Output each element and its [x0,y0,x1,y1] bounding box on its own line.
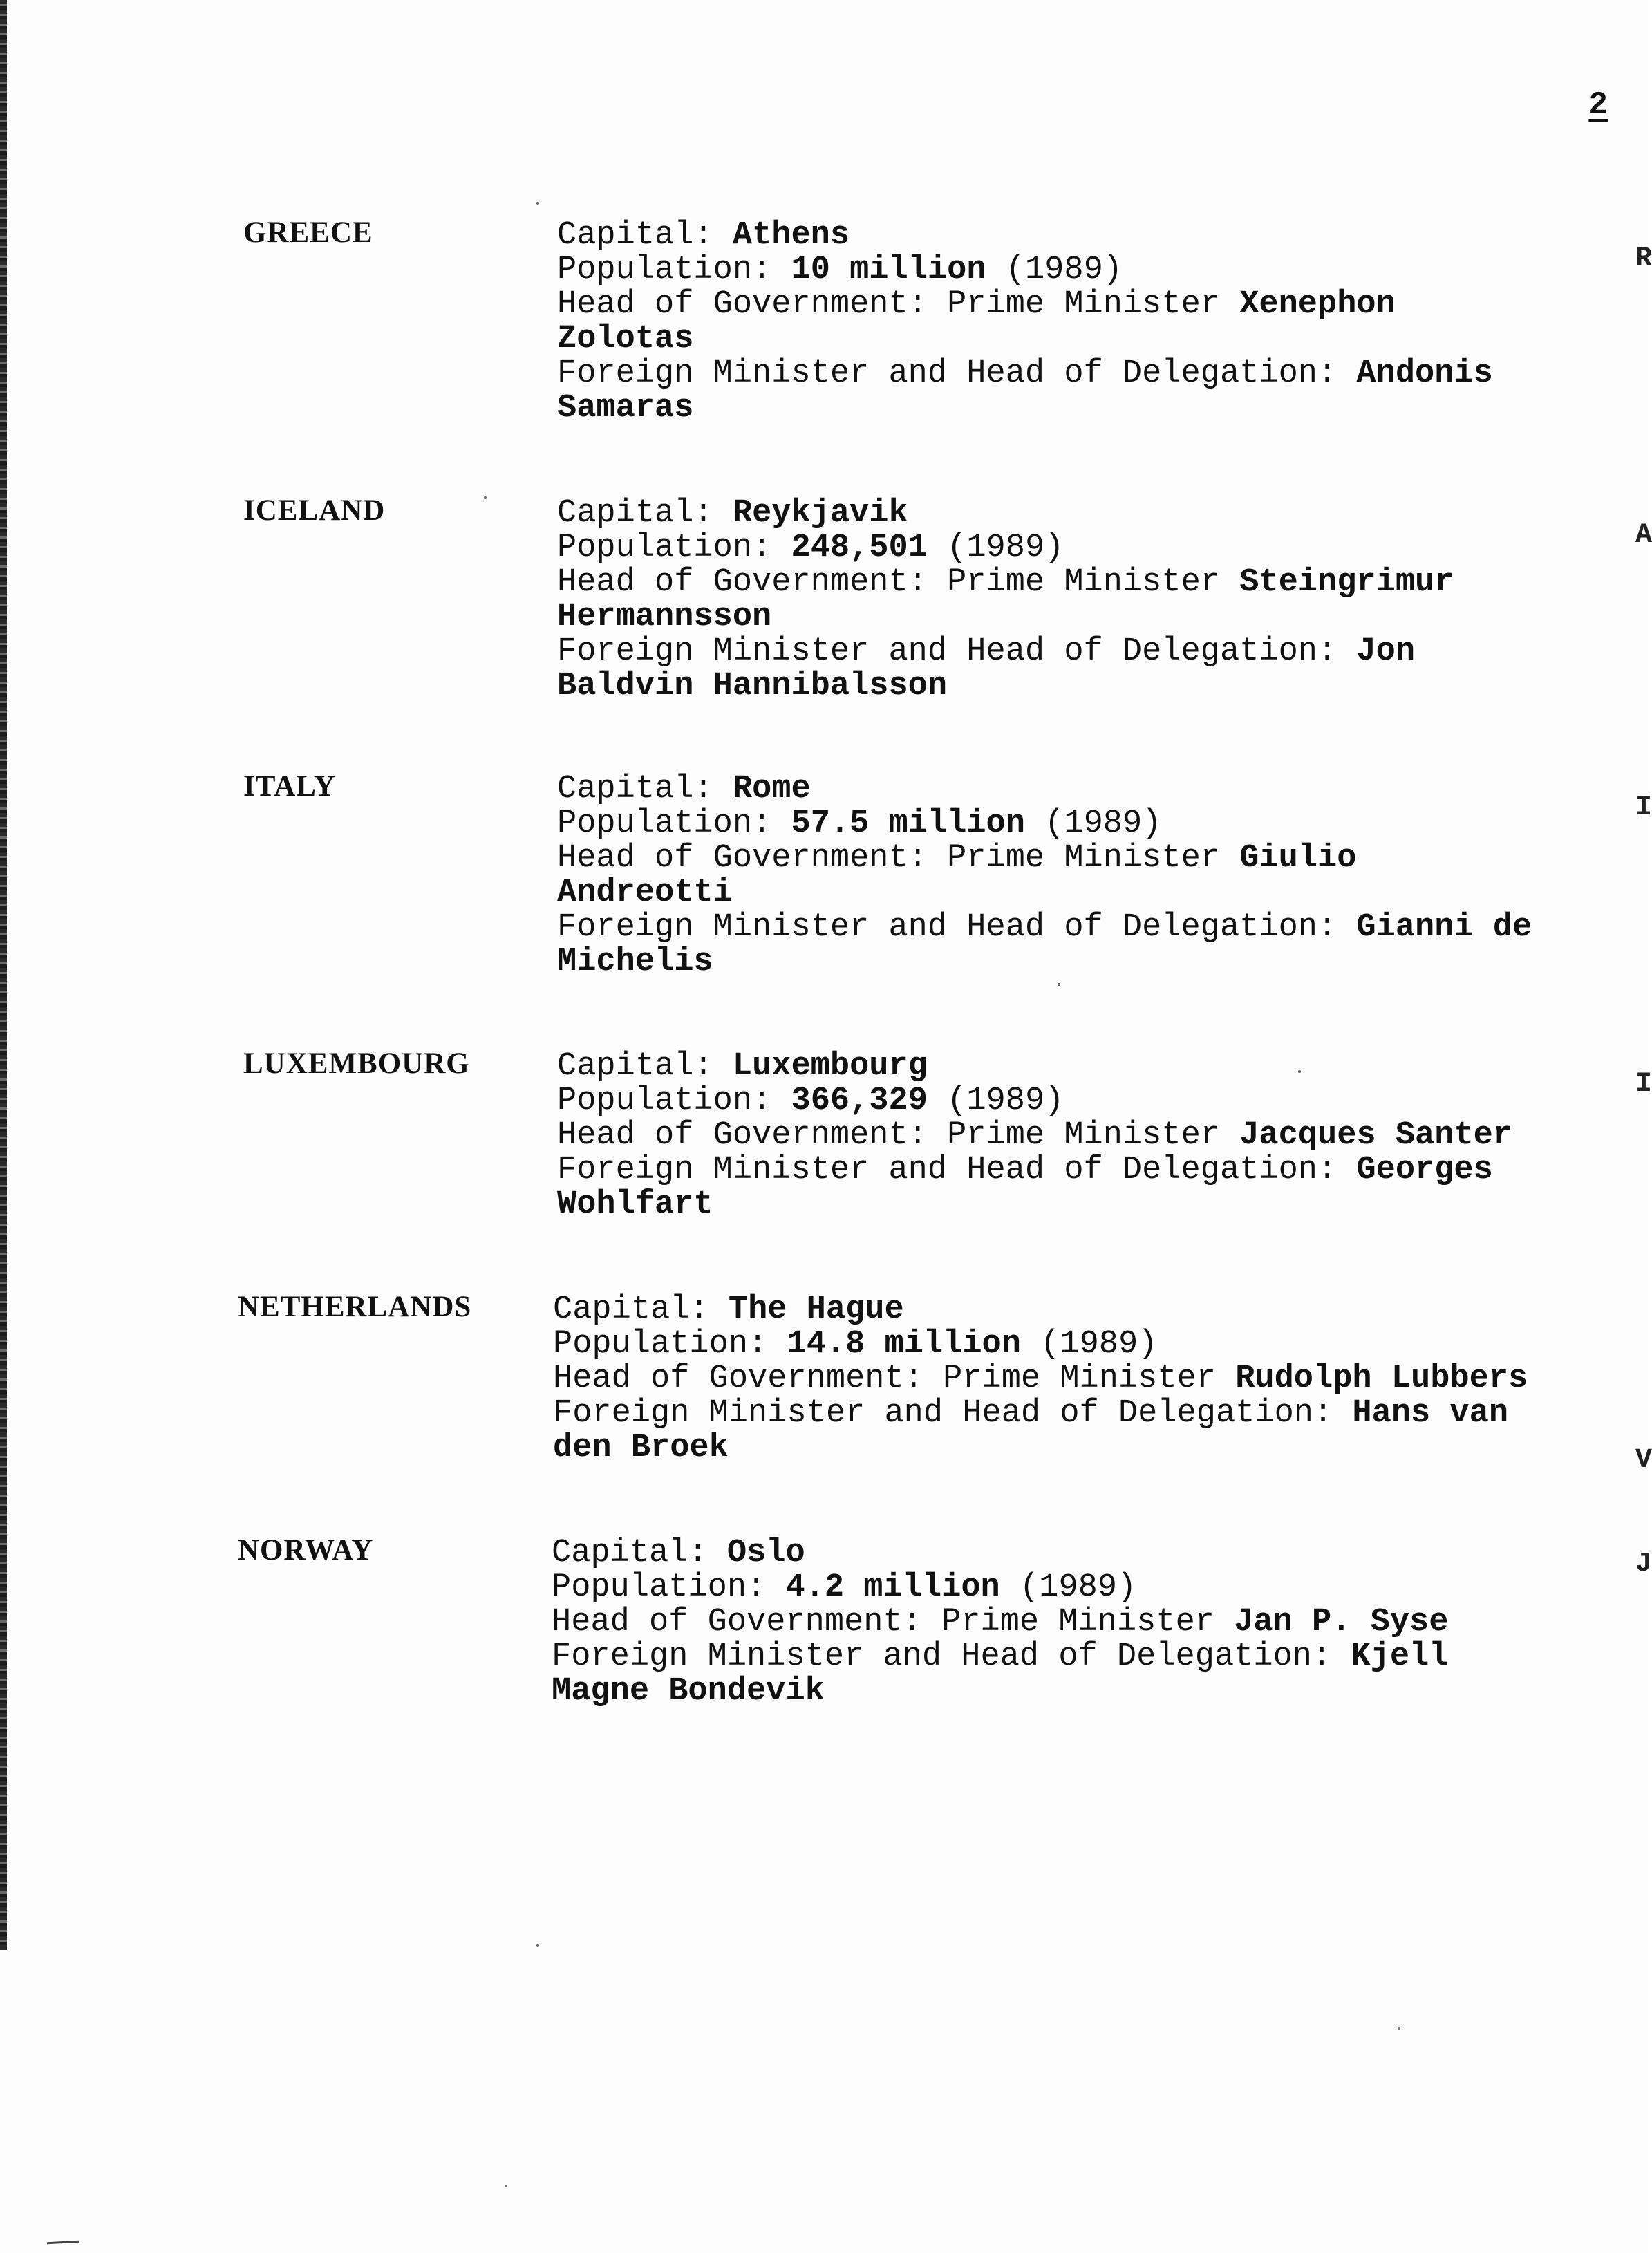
fm-name-continued [557,669,1608,704]
hog-name: Rudolph Lubbers [1235,1361,1528,1397]
head-of-government-line [557,288,1608,322]
capital-label: Capital: [557,495,713,532]
capital-line [557,496,1608,531]
margin-fragment: R [1635,243,1652,274]
hog-name-2: Zolotas [557,321,694,357]
hog-title: Prime Minister [941,1604,1235,1640]
hog-name: Steingrimur [1239,564,1454,601]
country-name: ICELAND [243,494,386,527]
fm-name-2: Samaras [557,390,694,427]
country-details [557,1049,1608,1222]
country-details [552,1536,1602,1709]
hog-name-continued [557,600,1608,635]
capital-value: Athens [732,217,850,254]
population-label: Population: [557,530,772,566]
head-of-government-line [552,1605,1602,1640]
fm-name: Georges [1356,1152,1493,1188]
population-line [557,531,1608,565]
capital-line [553,1293,1604,1327]
fm-name-2: Magne Bondevik [552,1673,825,1710]
margin-fragment: I [1635,1069,1652,1100]
country-name: LUXEMBOURG [243,1047,470,1080]
fm-name-2: Baldvin Hannibalsson [557,668,948,704]
head-of-government-line [553,1362,1604,1396]
population-label: Population: [557,1083,772,1119]
population-line [553,1327,1604,1362]
scan-speck [1298,1070,1301,1073]
population-value: 14.8 million [787,1326,1021,1363]
population-value: 4.2 million [785,1569,1000,1606]
fm-name: Andonis [1356,355,1493,392]
hog-title: Prime Minister [947,840,1240,877]
capital-value: The Hague [728,1291,904,1328]
foreign-minister-line [557,357,1608,391]
hog-label: Head of Government: [557,286,928,323]
margin-fragment: A [1635,520,1652,551]
foreign-minister-line [553,1396,1604,1431]
hog-title: Prime Minister [947,564,1240,601]
hog-name-continued [557,322,1608,357]
hog-name: Jacques Santer [1239,1117,1513,1154]
capital-label: Capital: [552,1535,708,1571]
scan-speck [1058,983,1060,986]
hog-label: Head of Government: [557,564,928,601]
scan-mark [47,2241,79,2244]
population-line [557,1084,1608,1119]
capital-label: Capital: [557,771,713,807]
foreign-minister-line [552,1640,1602,1674]
fm-label: Foreign Minister and Head of Delegation: [557,633,1337,670]
country-details [553,1293,1604,1466]
hog-title: Prime Minister [943,1361,1236,1397]
head-of-government-line [557,841,1608,876]
scan-speck [505,2185,507,2187]
foreign-minister-line [557,635,1608,669]
hog-title: Prime Minister [947,286,1240,323]
fm-name-continued [557,945,1608,980]
hog-label: Head of Government: [553,1361,923,1397]
population-line [557,807,1608,841]
scan-speck [484,496,487,499]
fm-name-continued [557,391,1608,426]
head-of-government-line [557,565,1608,600]
capital-line [557,772,1608,807]
capital-value: Luxembourg [732,1048,928,1085]
hog-name: Jan P. Syse [1234,1604,1449,1640]
population-year: (1989) [1044,805,1162,842]
fm-label: Foreign Minister and Head of Delegation: [557,355,1337,392]
fm-label: Foreign Minister and Head of Delegation: [553,1395,1333,1432]
capital-line [557,1049,1608,1084]
head-of-government-line [557,1119,1608,1153]
fm-name: Kjell [1351,1638,1449,1675]
population-year: (1989) [947,1083,1064,1119]
population-year: (1989) [947,530,1064,566]
margin-fragment: I [1635,792,1652,823]
fm-name: Gianni de [1356,909,1532,946]
capital-label: Capital: [557,1048,713,1085]
hog-name-continued [557,876,1608,910]
population-value: 57.5 million [791,805,1025,842]
scan-edge [0,0,7,1950]
population-year: (1989) [1040,1326,1158,1363]
population-value: 10 million [791,252,986,288]
hog-name-2: Hermannsson [557,599,772,635]
capital-label: Capital: [553,1291,709,1328]
fm-name-2: den Broek [553,1430,729,1466]
capital-value: Reykjavik [732,495,908,532]
margin-fragment: J [1635,1549,1652,1580]
country-details [557,772,1608,980]
country-details [557,218,1608,426]
fm-name-2: Michelis [557,944,713,980]
hog-name: Giulio [1239,840,1357,877]
population-line [552,1571,1602,1605]
country-name: NETHERLANDS [238,1291,472,1323]
population-label: Population: [557,252,772,288]
population-year: (1989) [1005,252,1123,288]
population-value: 248,501 [791,530,928,566]
page-number: 2 [1588,87,1608,123]
scan-speck [1398,2027,1400,2030]
fm-name: Hans van [1352,1395,1509,1432]
foreign-minister-line [557,910,1608,945]
country-name: GREECE [243,216,373,249]
fm-name-2: Wohlfart [557,1186,713,1223]
population-label: Population: [553,1326,768,1363]
population-line [557,253,1608,288]
population-label: Population: [557,805,772,842]
capital-line [552,1536,1602,1571]
population-label: Population: [552,1569,767,1606]
capital-value: Rome [732,771,811,807]
country-details [557,496,1608,704]
capital-value: Oslo [726,1535,805,1571]
hog-label: Head of Government: [552,1604,922,1640]
capital-line [557,218,1608,253]
population-value: 366,329 [791,1083,928,1119]
population-year: (1989) [1019,1569,1137,1606]
fm-name: Jon [1356,633,1416,670]
scan-speck [536,202,539,205]
hog-name: Xenephon [1239,286,1396,323]
fm-name-continued [557,1188,1608,1222]
scan-speck [536,1944,539,1947]
fm-label: Foreign Minister and Head of Delegation: [557,909,1337,946]
fm-label: Foreign Minister and Head of Delegation: [552,1638,1332,1675]
margin-fragment: V [1635,1445,1652,1476]
fm-label: Foreign Minister and Head of Delegation: [557,1152,1337,1188]
hog-label: Head of Government: [557,1117,928,1154]
hog-label: Head of Government: [557,840,928,877]
hog-title: Prime Minister [947,1117,1240,1154]
country-name: ITALY [243,770,337,803]
fm-name-continued [553,1431,1604,1466]
capital-label: Capital: [557,217,713,254]
fm-name-continued [552,1674,1602,1709]
country-name: NORWAY [238,1534,374,1567]
hog-name-2: Andreotti [557,875,733,911]
foreign-minister-line [557,1153,1608,1188]
